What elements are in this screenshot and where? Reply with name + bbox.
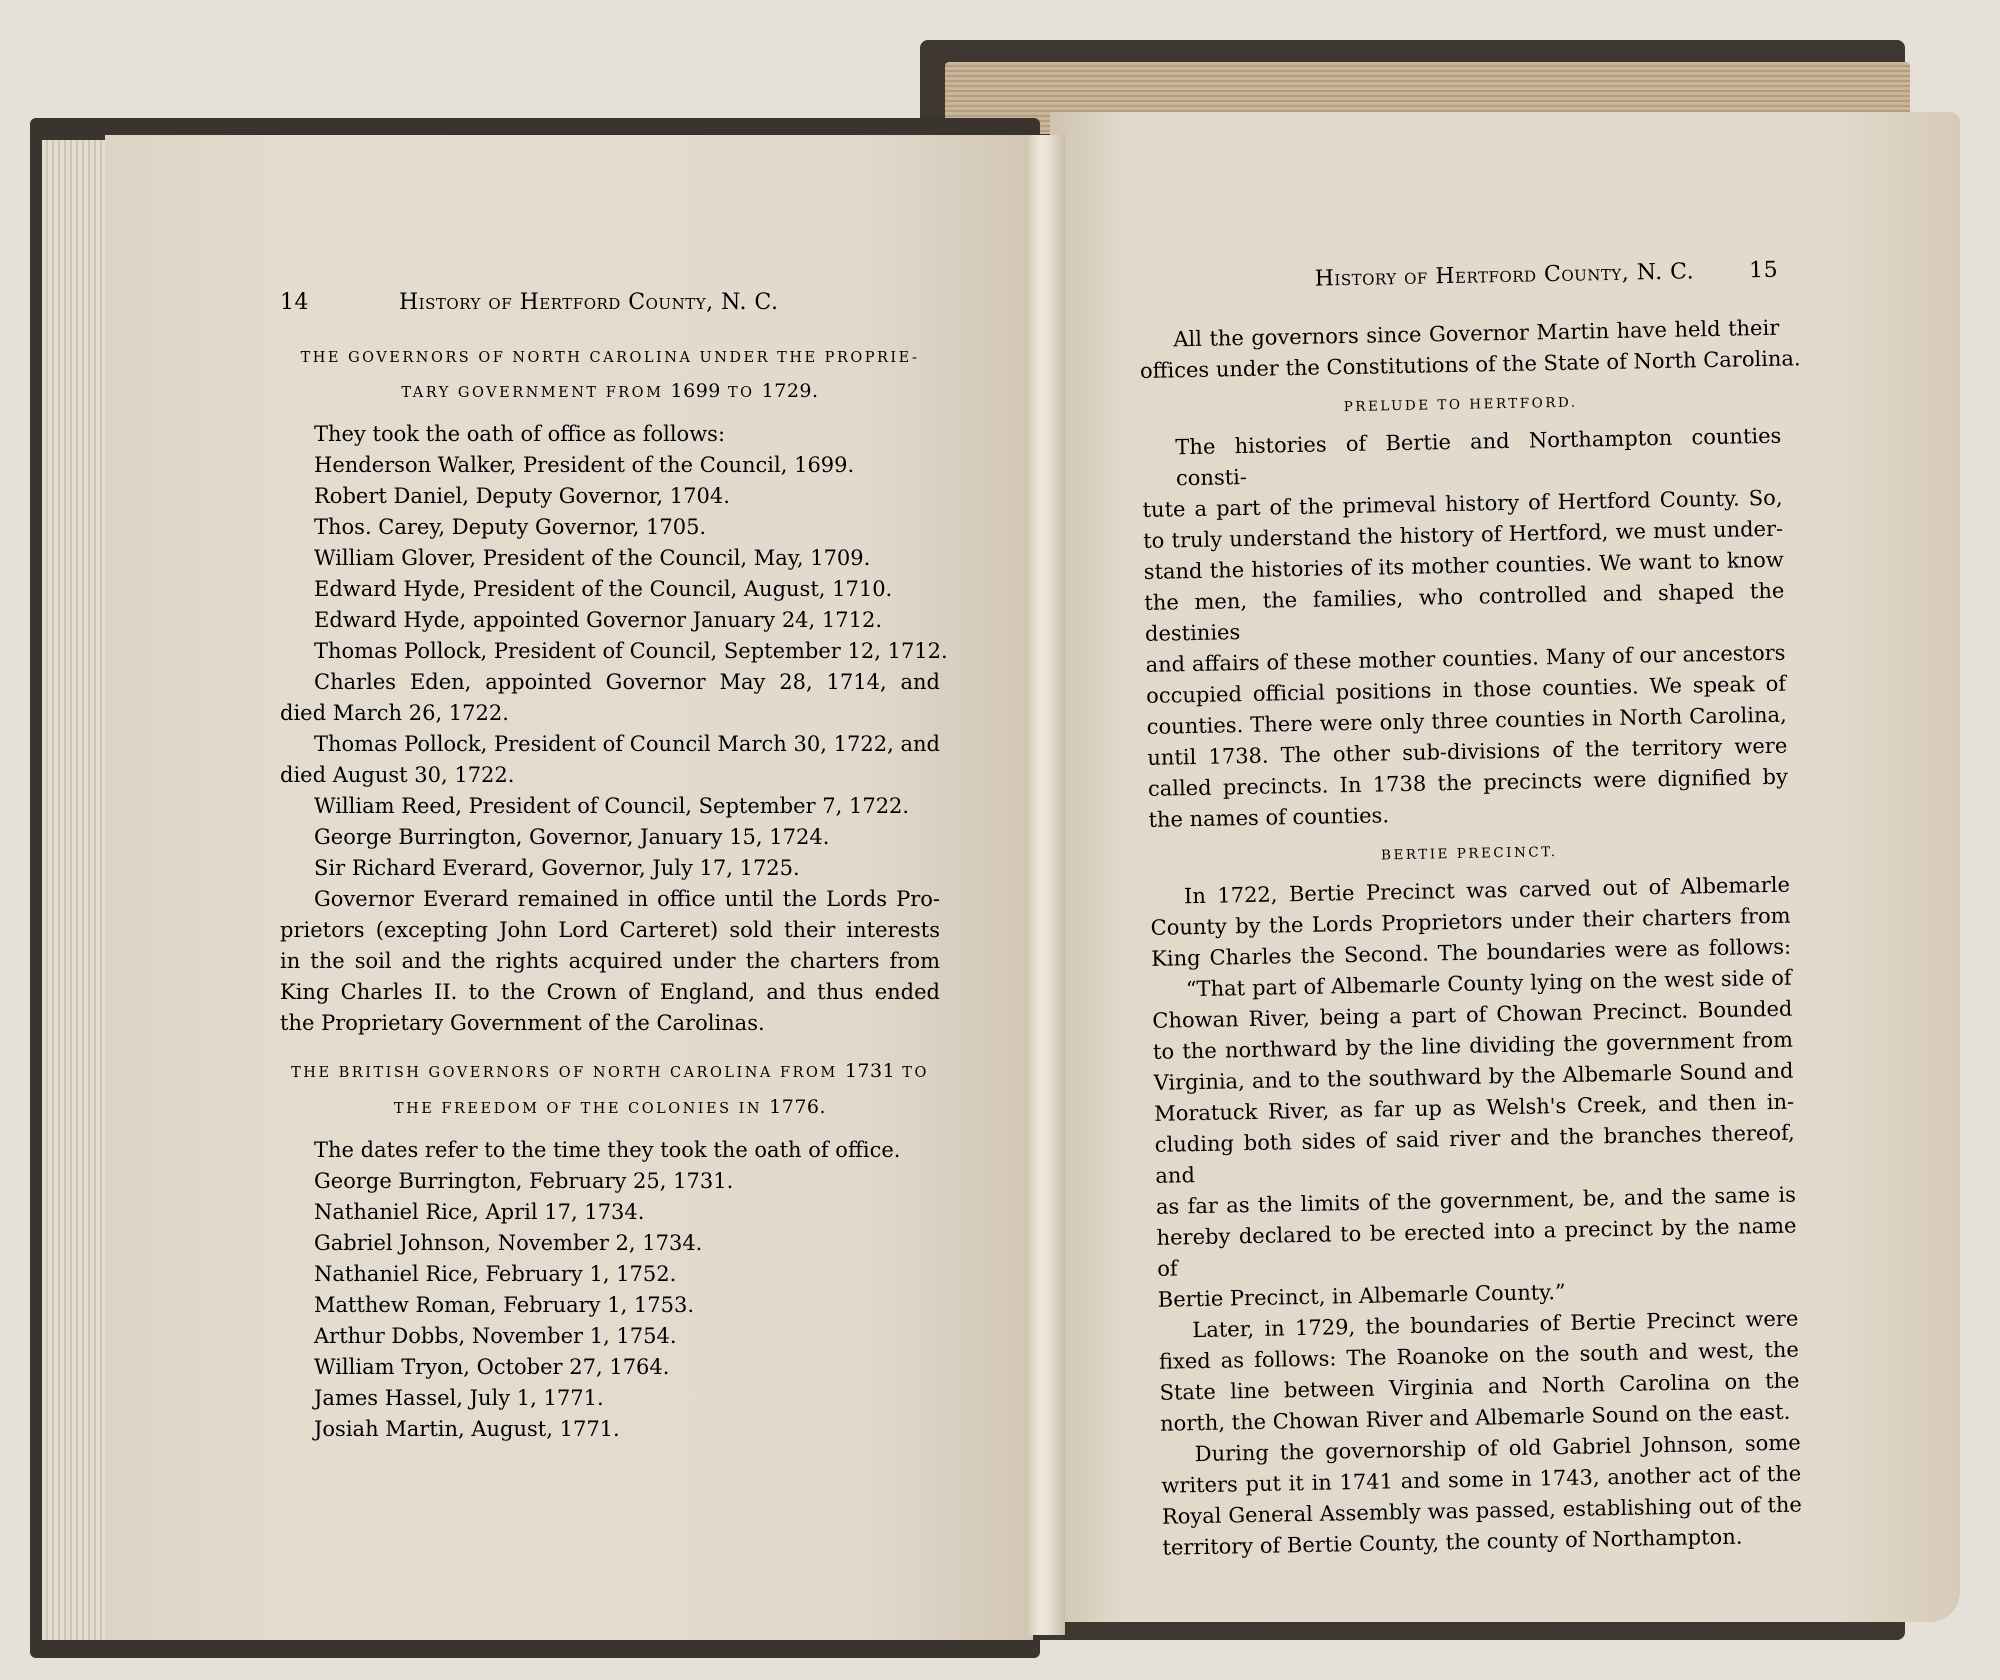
list-item: George Burrington, Governor, January 15, 1724. — [314, 824, 830, 849]
heading-line: TARY GOVERNMENT FROM 1699 TO 1729. — [401, 379, 819, 402]
list-item: Gabriel Johnson, November 2, 1734. — [314, 1230, 703, 1255]
paragraph-line: All the governors since Governor Martin have held their — [1173, 315, 1780, 352]
paragraph-line: Governor Everard remained in office until the Lords Pro- — [314, 886, 940, 911]
list-item: Thomas Pollock, President of Council March 30, 1722, and — [314, 731, 940, 756]
list-item: The dates refer to the time they took the oath of office. — [314, 1137, 901, 1162]
list-item: Matthew Roman, February 1, 1753. — [314, 1292, 695, 1317]
list-item: Sir Richard Everard, Governor, July 17, 1725. — [314, 855, 800, 880]
list-item: Thomas Pollock, President of Council, September 12, 1712. — [314, 638, 948, 663]
section-heading-british — [280, 1053, 940, 1125]
list-item: died March 26, 1722. — [280, 700, 509, 725]
list-item: George Burrington, February 25, 1731. — [314, 1168, 734, 1193]
page-number: 14 — [280, 290, 309, 315]
left-page-header — [280, 290, 940, 315]
paragraph-line: the names of counties. — [1148, 803, 1390, 832]
paragraph-line: counties. There were only three counties in North Carolina, — [1146, 702, 1787, 739]
page-edges-left — [42, 140, 112, 1640]
left-page-content — [280, 290, 948, 1445]
paragraph-line: “That part of Albemarle County lying on the west side of — [1185, 965, 1792, 1002]
paragraph-line: the Proprietary Government of the Carolinas. — [280, 1010, 765, 1035]
paragraph-line: Later, in 1729, the boundaries of Bertie Precinct were — [1192, 1306, 1799, 1343]
running-head: History of Hertford County, N. C. — [399, 290, 779, 315]
list-item: died August 30, 1722. — [280, 762, 515, 787]
paragraph-line: stand the histories of its mother counties. We want to know — [1143, 547, 1784, 584]
book-gutter — [1025, 135, 1065, 1635]
paragraph-line: the men, the families, who controlled and shaped the destinies — [1144, 578, 1785, 646]
paragraph-line: King Charles the Second. The boundaries were as follows: — [1150, 934, 1792, 971]
paragraph-line: offices under the Constitutions of the State of North Carolina. — [1139, 346, 1801, 383]
list-item: Thos. Carey, Deputy Governor, 1705. — [314, 514, 707, 539]
list-item: Josiah Martin, August, 1771. — [314, 1416, 620, 1441]
list-item: Edward Hyde, appointed Governor January 24, 1712. — [314, 607, 883, 632]
paragraph-line: until 1738. The other sub-divisions of the territory were — [1147, 733, 1788, 770]
list-item: William Glover, President of the Council, May, 1709. — [314, 545, 871, 570]
paragraph-line: cluding both sides of said river and the branches thereof, and — [1154, 1120, 1795, 1188]
paragraph-line: and affairs of these mother counties. Many of our ancestors — [1145, 640, 1786, 677]
paragraph-line: The histories of Bertie and Northampton counties consti- — [1175, 423, 1782, 491]
paragraph-line: tute a part of the primeval history of Hertford County. So, — [1142, 485, 1783, 522]
right-page-content — [1138, 258, 1803, 1564]
heading-line: THE BRITISH GOVERNORS OF NORTH CAROLINA FROM 1731 TO — [291, 1059, 929, 1082]
paragraph-line: prietors (excepting John Lord Carteret) sold their interests — [280, 917, 940, 942]
paragraph-line: occupied official positions in those counties. We speak of — [1145, 671, 1787, 708]
paragraph-line: During the governorship of old Gabriel Johnson, some — [1194, 1430, 1801, 1467]
list-item: Arthur Dobbs, November 1, 1754. — [314, 1323, 677, 1348]
list-item: Nathaniel Rice, February 1, 1752. — [314, 1261, 677, 1286]
list-item: Charles Eden, appointed Governor May 28, 1714, and — [314, 669, 940, 694]
paragraph-line: to the northward by the line dividing the government from — [1152, 1027, 1794, 1064]
heading-bertie: BERTIE PRECINCT. — [1380, 844, 1558, 864]
governors-list-proprietary — [280, 419, 948, 1039]
paragraph-line: hereby declared to be erected into a precinct by the name of — [1156, 1213, 1797, 1281]
paragraph-line: as far as the limits of the government, be, and the same is — [1155, 1182, 1797, 1219]
paragraph-line: fixed as follows: The Roanoke on the south and west, the — [1158, 1337, 1800, 1374]
intro-paragraph — [1139, 313, 1801, 387]
list-item: Nathaniel Rice, April 17, 1734. — [314, 1199, 645, 1224]
paragraph-line: Chowan River, being a part of Chowan Precinct. Bounded — [1152, 996, 1793, 1033]
paragraph-line: Royal General Assembly was passed, establishing out of the — [1161, 1492, 1803, 1529]
paragraph-line: in the soil and the rights acquired under the charters from — [280, 948, 940, 973]
list-item: Robert Daniel, Deputy Governor, 1704. — [314, 483, 730, 508]
paragraph-line: Virginia, and to the southward by the Albemarle Sound and — [1153, 1058, 1794, 1095]
paragraph-line: territory of Bertie County, the county of Northampton. — [1162, 1524, 1743, 1560]
paragraph-line: Moratuck River, as far up as Welsh's Creek, and then in- — [1153, 1089, 1795, 1126]
paragraph-line: Bertie Precinct, in Albemarle County.” — [1157, 1279, 1566, 1312]
paragraph-line: called precincts. In 1738 the precincts were dignified by — [1147, 764, 1789, 801]
section-heading-proprietary — [280, 345, 940, 409]
list-item: William Reed, President of Council, September 7, 1722. — [314, 793, 910, 818]
heading-prelude: PRELUDE TO HERTFORD. — [1343, 394, 1578, 416]
paragraph-line: King Charles II. to the Crown of England, and thus ended — [280, 979, 940, 1004]
list-item: James Hassel, July 1, 1771. — [314, 1385, 604, 1410]
paragraph-line: north, the Chowan River and Albemarle Sound on the east. — [1159, 1399, 1791, 1436]
prelude-paragraph — [1141, 421, 1789, 836]
paragraph-line: writers put it in 1741 and some in 1743, another act of the — [1161, 1461, 1802, 1498]
paragraph-line: In 1722, Bertie Precinct was carved out of Albemarle — [1183, 872, 1791, 909]
list-item: They took the oath of office as follows: — [314, 421, 726, 446]
heading-line: THE GOVERNORS OF NORTH CAROLINA UNDER THE PROPRIE- — [300, 350, 920, 366]
list-item: Edward Hyde, President of the Council, August, 1710. — [314, 576, 893, 601]
bertie-paragraph — [1150, 870, 1803, 1564]
list-item: William Tryon, October 27, 1764. — [314, 1354, 670, 1379]
paragraph-line: to truly understand the history of Hertford, we must under- — [1142, 516, 1784, 553]
page-number: 15 — [1748, 257, 1779, 284]
heading-line: THE FREEDOM OF THE COLONIES IN 1776. — [393, 1095, 827, 1118]
list-item: Henderson Walker, President of the Council, 1699. — [314, 452, 855, 477]
paragraph-line: State line between Virginia and North Carolina on the — [1159, 1368, 1800, 1405]
paragraph-line: County by the Lords Proprietors under their charters from — [1150, 903, 1791, 940]
governors-list-british — [280, 1135, 940, 1445]
running-head: History of Hertford County, N. C. — [1314, 259, 1695, 292]
